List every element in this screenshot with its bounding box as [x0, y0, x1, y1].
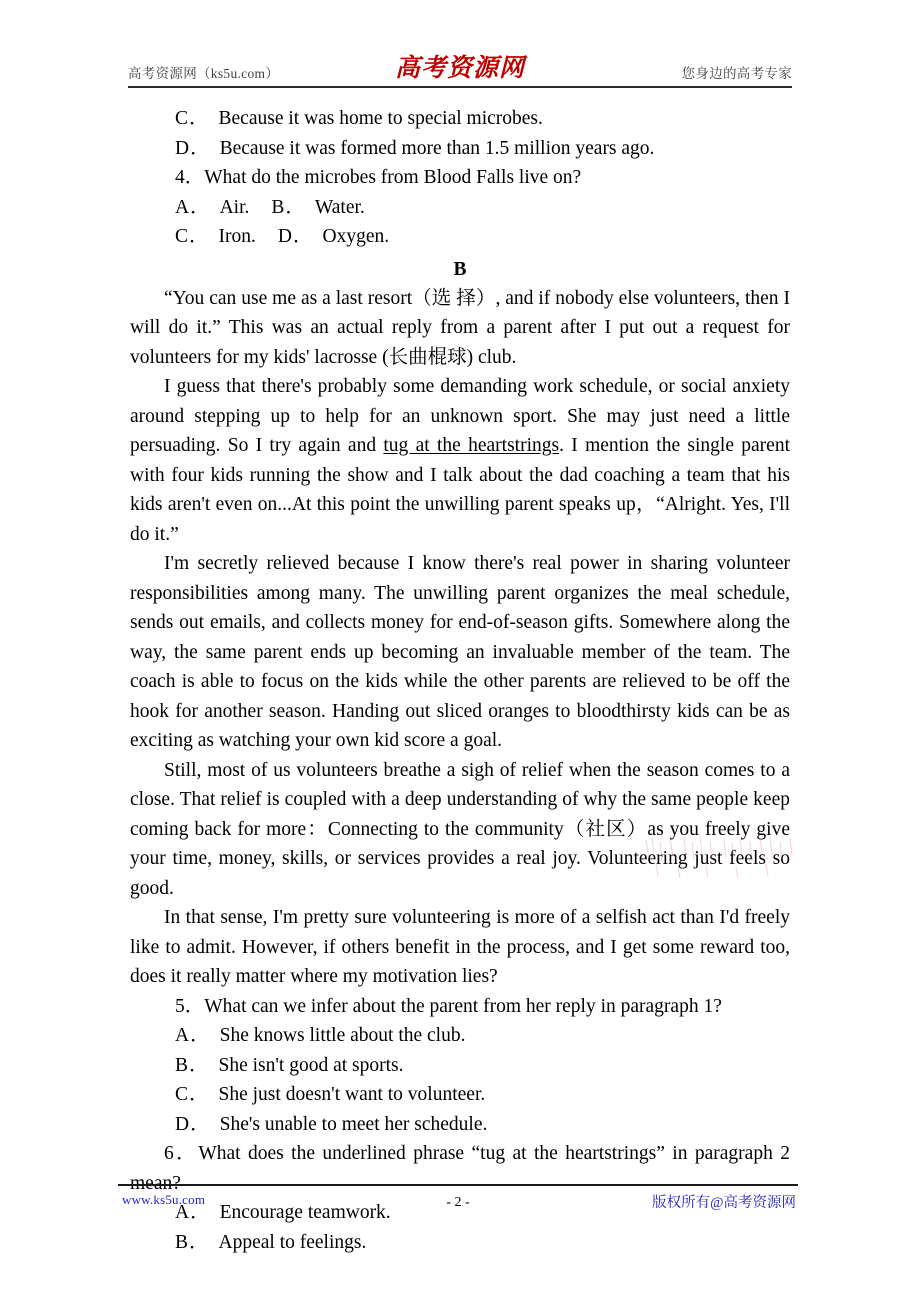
option-line: [130, 1080, 790, 1110]
option-text: Oxygen.: [322, 226, 390, 247]
question-text-part1: What does the underlined phrase: [198, 1143, 472, 1164]
header-rule: [128, 86, 792, 88]
passage-paragraph-5: In that sense, I'm pretty sure volunteering is more of a selfish act than I'd freely like to admit. However, if others benefit in the process, and I get some reward too, does it really matter where my motivation lies?: [130, 907, 790, 987]
question-number: 4．: [175, 167, 205, 188]
option-line: [130, 1051, 790, 1081]
header-logo: 高考资源网: [394, 53, 526, 82]
header-site-name: 高考资源网（ks5u.com）: [128, 66, 280, 81]
question-text-part2: in paragraph 2 mean?: [130, 1143, 790, 1194]
option-label: A．: [175, 1202, 211, 1223]
option-text: Air.: [219, 196, 250, 218]
option-text: Because it was formed more than 1.5 million years ago.: [219, 137, 655, 159]
option-label: C．: [175, 108, 210, 129]
option-line: [130, 193, 790, 223]
question-number: 5．: [175, 995, 205, 1017]
option-label: D．: [277, 226, 314, 247]
question-text: What can we infer about the parent from her reply in paragraph 1?: [204, 995, 722, 1017]
option-text: She's unable to meet her schedule.: [219, 1113, 488, 1135]
option-label: D．: [175, 137, 211, 159]
passage-paragraph-4: Still, most of us volunteers breathe a sigh of relief when the season comes to a close. That relief is coupled with a deep understanding of why the same people keep coming back for more：Connecting to the community（社区）as you freely give your time, money, skills, or services provides a real joy. Volunteering just feels so good.: [130, 759, 790, 899]
passage-paragraph-2: [130, 372, 790, 549]
passage-paragraph-1: “You can use me as a last resort（选 择）, and if nobody else volunteers, then I will do it.” This was an actual reply from a parent after I put out a request for volunteers for my kids' lacrosse (长曲棍球) club.: [130, 287, 790, 368]
option-label: B．: [175, 1054, 210, 1076]
question-number: 6．: [164, 1143, 199, 1164]
option-line: [130, 222, 790, 252]
option-line: [130, 1228, 790, 1258]
question-text: What do the microbes from Blood Falls live on?: [204, 167, 582, 188]
page-footer: [118, 1190, 798, 1220]
option-line: [130, 104, 790, 134]
option-label: A．: [175, 1025, 211, 1046]
footer-rule: [118, 1184, 798, 1186]
header-slogan: 您身边的高考专家: [681, 66, 792, 81]
option-line: [130, 1021, 790, 1051]
option-text: Encourage teamwork.: [219, 1202, 391, 1223]
footer-url[interactable]: www.ks5u.com: [122, 1192, 206, 1207]
question-5-stem: [130, 992, 790, 1022]
passage-paragraph-3: I'm secretly relieved because I know there's real power in sharing volunteer responsibilities among many. The unwilling parent organizes the meal schedule, sends out emails, and collects money for end-of-season gifts. Somewhere along the way, the same parent ends up becoming an invaluable member of the team. The coach is able to focus on the kids while the other parents are relieved to be off the hook for another season. Handing out sliced oranges to bloodthirsty kids can be as exciting as watching your own kid score a goal.: [130, 553, 790, 751]
option-label: C．: [175, 1084, 210, 1105]
paragraph-2-head: I guess that there's probably some demanding work schedule, or social anxiety around stepping up to help for an unknown sport. She may just need a little persuading. So I try again and: [130, 376, 790, 456]
page-header: [128, 48, 792, 90]
option-text: She isn't good at sports.: [218, 1054, 404, 1076]
page-number: - 2 -: [446, 1195, 470, 1210]
section-letter-b: B: [453, 258, 467, 280]
option-text: She just doesn't want to volunteer.: [218, 1084, 486, 1105]
underlined-phrase: tug at the heartstrings: [383, 435, 560, 456]
option-label: A．: [175, 196, 211, 218]
option-line: [130, 134, 790, 164]
footer-copyright: 版权所有@高考资源网: [652, 1195, 796, 1211]
option-text: Because it was home to special microbes.: [218, 108, 543, 129]
option-text: Iron.: [218, 226, 256, 247]
option-label: D．: [175, 1113, 211, 1135]
option-label: B．: [271, 196, 306, 218]
option-label: C．: [175, 226, 210, 247]
question-quoted-phrase: “tug at the heartstrings”: [471, 1143, 665, 1164]
option-label: B．: [175, 1231, 210, 1253]
paragraph-2-tail: . I mention the single parent with four kids running the show and I talk about the dad coaching a team that his kids aren't even on...At this point the unwilling parent speaks up，“Alright. Yes, I'll do it.”: [130, 435, 791, 545]
option-text: Appeal to feelings.: [218, 1231, 367, 1253]
question-4-stem: [130, 163, 790, 193]
option-text: She knows little about the club.: [219, 1025, 466, 1046]
option-text: Water.: [314, 196, 365, 218]
option-line: [130, 1110, 790, 1140]
document-body: [130, 104, 790, 1257]
